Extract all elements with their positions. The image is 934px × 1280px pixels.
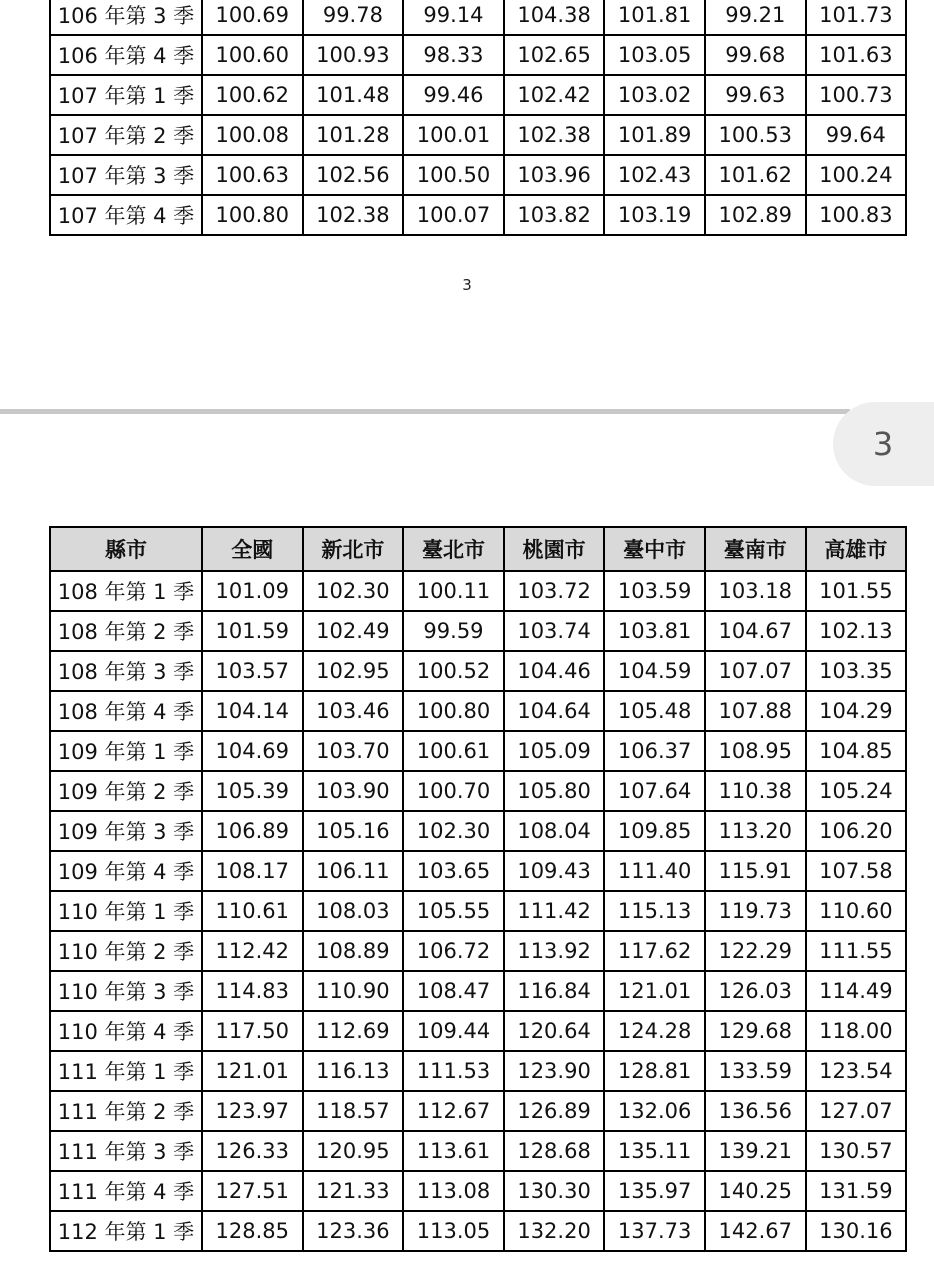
period-cell: 106 年第 3 季 — [50, 0, 202, 35]
period-cell: 111 年第 3 季 — [50, 1131, 202, 1171]
table-row — [50, 115, 906, 155]
index-value-cell: 102.43 — [604, 155, 705, 195]
index-value-cell: 116.84 — [504, 971, 605, 1011]
table-header — [50, 527, 906, 571]
index-value-cell: 105.55 — [403, 891, 504, 931]
index-value-cell: 120.95 — [303, 1131, 404, 1171]
index-value-cell: 103.96 — [504, 155, 605, 195]
index-value-cell: 100.60 — [202, 35, 303, 75]
index-value-cell: 99.68 — [705, 35, 806, 75]
index-value-cell: 131.59 — [806, 1171, 907, 1211]
index-value-cell: 104.85 — [806, 731, 907, 771]
table-row — [50, 155, 906, 195]
index-value-cell: 106.72 — [403, 931, 504, 971]
index-value-cell: 108.17 — [202, 851, 303, 891]
header-cell: 全國 — [202, 527, 303, 571]
table-row — [50, 1211, 906, 1251]
index-value-cell: 101.55 — [806, 571, 907, 611]
index-value-cell: 101.62 — [705, 155, 806, 195]
period-cell: 107 年第 3 季 — [50, 155, 202, 195]
index-value-cell: 130.16 — [806, 1211, 907, 1251]
index-value-cell: 101.48 — [303, 75, 404, 115]
index-value-cell: 103.46 — [303, 691, 404, 731]
index-value-cell: 105.39 — [202, 771, 303, 811]
index-value-cell: 127.07 — [806, 1091, 907, 1131]
period-cell: 107 年第 1 季 — [50, 75, 202, 115]
index-value-cell: 103.19 — [604, 195, 705, 235]
period-cell: 106 年第 4 季 — [50, 35, 202, 75]
index-value-cell: 119.73 — [705, 891, 806, 931]
period-cell: 111 年第 4 季 — [50, 1171, 202, 1211]
index-value-cell: 110.61 — [202, 891, 303, 931]
index-value-cell: 117.50 — [202, 1011, 303, 1051]
index-value-cell: 108.03 — [303, 891, 404, 931]
index-value-cell: 112.42 — [202, 931, 303, 971]
index-value-cell: 121.01 — [202, 1051, 303, 1091]
index-value-cell: 114.83 — [202, 971, 303, 1011]
index-value-cell: 126.03 — [705, 971, 806, 1011]
index-value-cell: 115.91 — [705, 851, 806, 891]
table-row — [50, 1091, 906, 1131]
index-value-cell: 123.90 — [504, 1051, 605, 1091]
index-value-cell: 102.56 — [303, 155, 404, 195]
index-value-cell: 108.89 — [303, 931, 404, 971]
index-value-cell: 128.85 — [202, 1211, 303, 1251]
index-value-cell: 103.81 — [604, 611, 705, 651]
period-cell: 107 年第 4 季 — [50, 195, 202, 235]
index-value-cell: 104.59 — [604, 651, 705, 691]
index-value-cell: 104.46 — [504, 651, 605, 691]
index-value-cell: 102.30 — [303, 571, 404, 611]
page-separator — [0, 409, 850, 414]
table-row — [50, 731, 906, 771]
index-value-cell: 103.65 — [403, 851, 504, 891]
table-body — [50, 0, 906, 235]
table-row — [50, 75, 906, 115]
period-cell: 109 年第 4 季 — [50, 851, 202, 891]
table-row — [50, 611, 906, 651]
period-cell: 110 年第 2 季 — [50, 931, 202, 971]
index-value-cell: 100.62 — [202, 75, 303, 115]
index-value-cell: 103.90 — [303, 771, 404, 811]
index-value-cell: 118.00 — [806, 1011, 907, 1051]
index-value-cell: 103.59 — [604, 571, 705, 611]
index-value-cell: 121.01 — [604, 971, 705, 1011]
index-value-cell: 104.67 — [705, 611, 806, 651]
index-value-cell: 129.68 — [705, 1011, 806, 1051]
index-value-cell: 118.57 — [303, 1091, 404, 1131]
index-value-cell: 139.21 — [705, 1131, 806, 1171]
index-value-cell: 109.44 — [403, 1011, 504, 1051]
period-cell: 109 年第 2 季 — [50, 771, 202, 811]
index-value-cell: 106.37 — [604, 731, 705, 771]
header-cell: 高雄市 — [806, 527, 907, 571]
page-indicator-badge: 3 — [833, 402, 934, 486]
index-value-cell: 100.01 — [403, 115, 504, 155]
index-value-cell: 100.63 — [202, 155, 303, 195]
index-value-cell: 103.18 — [705, 571, 806, 611]
index-value-cell: 98.33 — [403, 35, 504, 75]
period-cell: 110 年第 4 季 — [50, 1011, 202, 1051]
table-row — [50, 0, 906, 35]
table-row — [50, 1131, 906, 1171]
index-value-cell: 107.07 — [705, 651, 806, 691]
table-row — [50, 1171, 906, 1211]
index-value-cell: 100.80 — [403, 691, 504, 731]
index-value-cell: 114.49 — [806, 971, 907, 1011]
index-value-cell: 110.38 — [705, 771, 806, 811]
index-value-cell: 120.64 — [504, 1011, 605, 1051]
index-value-cell: 105.09 — [504, 731, 605, 771]
index-value-cell: 123.97 — [202, 1091, 303, 1131]
index-value-cell: 113.92 — [504, 931, 605, 971]
period-cell: 108 年第 2 季 — [50, 611, 202, 651]
index-value-cell: 111.40 — [604, 851, 705, 891]
index-value-cell: 108.95 — [705, 731, 806, 771]
index-value-cell: 101.81 — [604, 0, 705, 35]
index-value-cell: 100.07 — [403, 195, 504, 235]
index-value-cell: 104.69 — [202, 731, 303, 771]
period-cell: 109 年第 1 季 — [50, 731, 202, 771]
period-cell: 109 年第 3 季 — [50, 811, 202, 851]
index-value-cell: 109.85 — [604, 811, 705, 851]
index-value-cell: 104.29 — [806, 691, 907, 731]
index-value-cell: 99.14 — [403, 0, 504, 35]
index-value-cell: 102.42 — [504, 75, 605, 115]
index-value-cell: 99.64 — [806, 115, 907, 155]
index-value-cell: 102.49 — [303, 611, 404, 651]
table-row — [50, 931, 906, 971]
period-cell: 108 年第 4 季 — [50, 691, 202, 731]
period-cell: 110 年第 1 季 — [50, 891, 202, 931]
table-body — [50, 571, 906, 1251]
index-value-cell: 116.13 — [303, 1051, 404, 1091]
index-value-cell: 101.89 — [604, 115, 705, 155]
index-value-cell: 102.65 — [504, 35, 605, 75]
index-value-cell: 132.20 — [504, 1211, 605, 1251]
index-value-cell: 142.67 — [705, 1211, 806, 1251]
header-cell: 臺北市 — [403, 527, 504, 571]
index-value-cell: 102.30 — [403, 811, 504, 851]
index-value-cell: 135.97 — [604, 1171, 705, 1211]
table-row — [50, 195, 906, 235]
index-value-cell: 101.09 — [202, 571, 303, 611]
index-value-cell: 137.73 — [604, 1211, 705, 1251]
index-value-cell: 103.72 — [504, 571, 605, 611]
index-value-cell: 130.30 — [504, 1171, 605, 1211]
index-value-cell: 113.61 — [403, 1131, 504, 1171]
index-value-cell: 121.33 — [303, 1171, 404, 1211]
index-value-cell: 100.70 — [403, 771, 504, 811]
table-row — [50, 1051, 906, 1091]
index-value-cell: 99.46 — [403, 75, 504, 115]
table-row — [50, 891, 906, 931]
index-value-cell: 128.81 — [604, 1051, 705, 1091]
index-value-cell: 100.52 — [403, 651, 504, 691]
index-value-cell: 108.04 — [504, 811, 605, 851]
index-value-cell: 107.88 — [705, 691, 806, 731]
index-value-cell: 124.28 — [604, 1011, 705, 1051]
index-value-cell: 105.16 — [303, 811, 404, 851]
index-value-cell: 100.61 — [403, 731, 504, 771]
index-value-cell: 99.59 — [403, 611, 504, 651]
header-cell: 臺南市 — [705, 527, 806, 571]
index-value-cell: 105.48 — [604, 691, 705, 731]
index-value-cell: 99.63 — [705, 75, 806, 115]
index-value-cell: 133.59 — [705, 1051, 806, 1091]
period-cell: 107 年第 2 季 — [50, 115, 202, 155]
index-value-cell: 135.11 — [604, 1131, 705, 1171]
period-cell: 112 年第 1 季 — [50, 1211, 202, 1251]
header-row — [50, 527, 906, 571]
index-value-cell: 103.02 — [604, 75, 705, 115]
index-value-cell: 113.20 — [705, 811, 806, 851]
index-table — [49, 526, 907, 1252]
index-value-cell: 101.59 — [202, 611, 303, 651]
index-value-cell: 126.89 — [504, 1091, 605, 1131]
page-number: 3 — [462, 276, 472, 294]
header-cell: 縣市 — [50, 527, 202, 571]
table-row — [50, 971, 906, 1011]
index-value-cell: 132.06 — [604, 1091, 705, 1131]
index-value-cell: 130.57 — [806, 1131, 907, 1171]
index-value-cell: 100.73 — [806, 75, 907, 115]
period-cell: 111 年第 2 季 — [50, 1091, 202, 1131]
index-value-cell: 100.69 — [202, 0, 303, 35]
index-value-cell: 102.95 — [303, 651, 404, 691]
index-value-cell: 105.80 — [504, 771, 605, 811]
index-value-cell: 106.89 — [202, 811, 303, 851]
index-value-cell: 110.90 — [303, 971, 404, 1011]
index-value-cell: 100.80 — [202, 195, 303, 235]
table-row — [50, 1011, 906, 1051]
index-value-cell: 123.36 — [303, 1211, 404, 1251]
index-value-cell: 127.51 — [202, 1171, 303, 1211]
table-row — [50, 691, 906, 731]
index-value-cell: 112.69 — [303, 1011, 404, 1051]
index-value-cell: 101.63 — [806, 35, 907, 75]
table-row — [50, 571, 906, 611]
table-row — [50, 651, 906, 691]
table-row — [50, 811, 906, 851]
index-value-cell: 100.11 — [403, 571, 504, 611]
index-value-cell: 105.24 — [806, 771, 907, 811]
index-value-cell: 109.43 — [504, 851, 605, 891]
period-cell: 108 年第 3 季 — [50, 651, 202, 691]
period-cell: 111 年第 1 季 — [50, 1051, 202, 1091]
header-cell: 桃園市 — [504, 527, 605, 571]
index-value-cell: 100.24 — [806, 155, 907, 195]
index-value-cell: 111.55 — [806, 931, 907, 971]
period-cell: 110 年第 3 季 — [50, 971, 202, 1011]
index-value-cell: 122.29 — [705, 931, 806, 971]
index-value-cell: 111.53 — [403, 1051, 504, 1091]
index-value-cell: 104.38 — [504, 0, 605, 35]
index-value-cell: 103.74 — [504, 611, 605, 651]
index-value-cell: 100.83 — [806, 195, 907, 235]
index-value-cell: 102.13 — [806, 611, 907, 651]
index-value-cell: 103.70 — [303, 731, 404, 771]
header-cell: 臺中市 — [604, 527, 705, 571]
index-value-cell: 100.08 — [202, 115, 303, 155]
index-value-cell: 100.50 — [403, 155, 504, 195]
index-value-cell: 106.11 — [303, 851, 404, 891]
index-value-cell: 123.54 — [806, 1051, 907, 1091]
table-row — [50, 851, 906, 891]
index-value-cell: 140.25 — [705, 1171, 806, 1211]
index-value-cell: 126.33 — [202, 1131, 303, 1171]
index-value-cell: 102.38 — [303, 195, 404, 235]
index-table-continued — [49, 0, 907, 236]
index-value-cell: 100.53 — [705, 115, 806, 155]
period-cell: 108 年第 1 季 — [50, 571, 202, 611]
index-value-cell: 100.93 — [303, 35, 404, 75]
index-value-cell: 103.35 — [806, 651, 907, 691]
index-value-cell: 107.64 — [604, 771, 705, 811]
header-cell: 新北市 — [303, 527, 404, 571]
index-value-cell: 117.62 — [604, 931, 705, 971]
index-value-cell: 112.67 — [403, 1091, 504, 1131]
index-value-cell: 108.47 — [403, 971, 504, 1011]
index-value-cell: 103.57 — [202, 651, 303, 691]
index-value-cell: 104.14 — [202, 691, 303, 731]
index-value-cell: 103.05 — [604, 35, 705, 75]
index-value-cell: 106.20 — [806, 811, 907, 851]
table-row — [50, 771, 906, 811]
index-value-cell: 113.08 — [403, 1171, 504, 1211]
index-value-cell: 99.78 — [303, 0, 404, 35]
index-value-cell: 115.13 — [604, 891, 705, 931]
index-value-cell: 136.56 — [705, 1091, 806, 1131]
index-value-cell: 99.21 — [705, 0, 806, 35]
index-value-cell: 107.58 — [806, 851, 907, 891]
index-value-cell: 101.73 — [806, 0, 907, 35]
index-value-cell: 102.38 — [504, 115, 605, 155]
index-value-cell: 110.60 — [806, 891, 907, 931]
index-value-cell: 111.42 — [504, 891, 605, 931]
index-value-cell: 128.68 — [504, 1131, 605, 1171]
table-row — [50, 35, 906, 75]
index-value-cell: 102.89 — [705, 195, 806, 235]
index-value-cell: 113.05 — [403, 1211, 504, 1251]
index-value-cell: 103.82 — [504, 195, 605, 235]
index-value-cell: 101.28 — [303, 115, 404, 155]
index-value-cell: 104.64 — [504, 691, 605, 731]
